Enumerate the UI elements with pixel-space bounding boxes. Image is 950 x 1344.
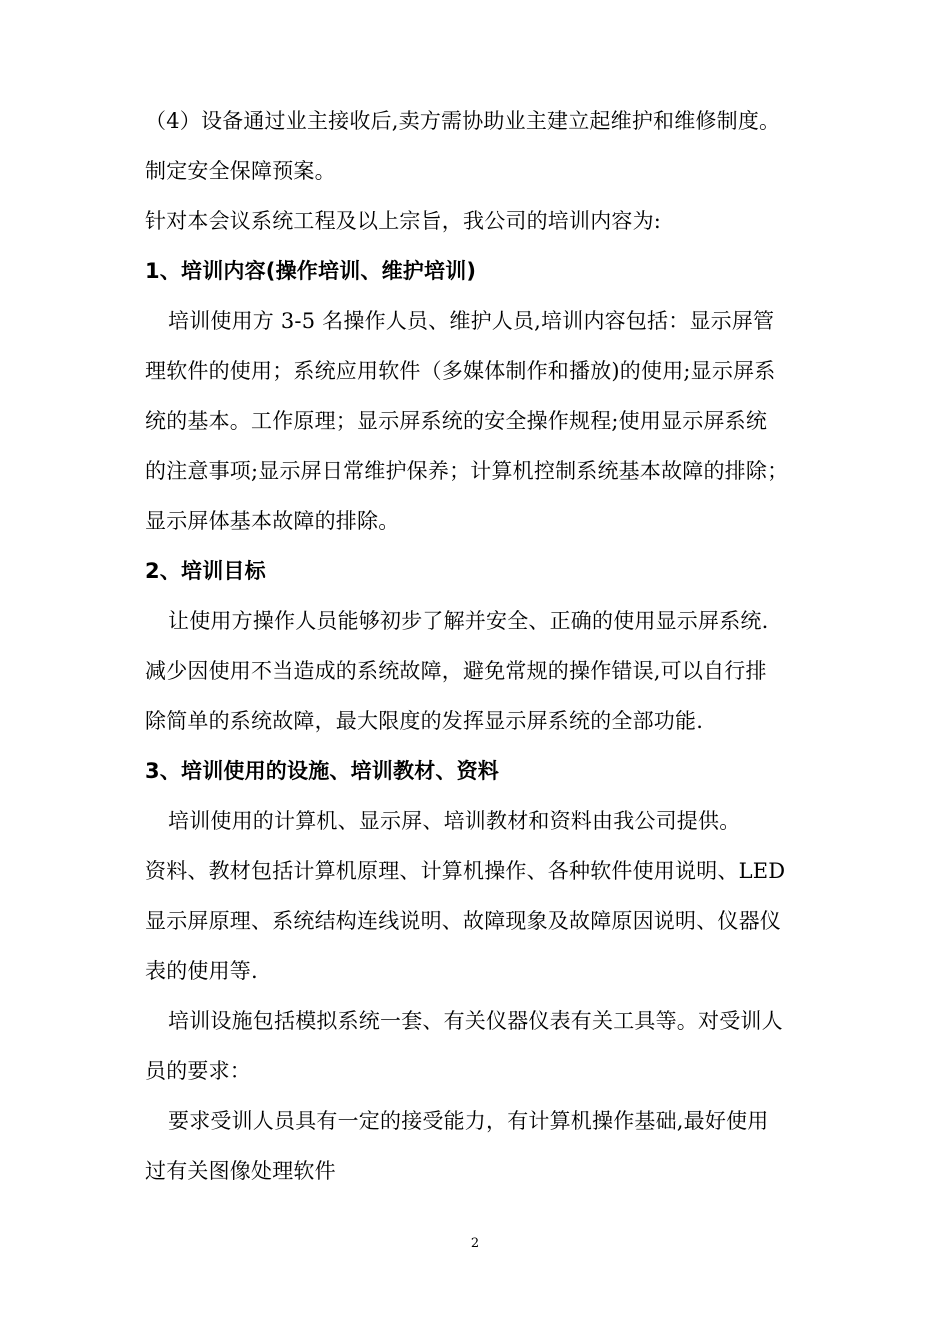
paragraph-line: 除简单的系统故障，最大限度的发挥显示屏系统的全部功能.: [145, 709, 704, 733]
paragraph-line: （4）设备通过业主接收后,卖方需协助业主建立起维护和维修制度。: [145, 109, 781, 133]
paragraph-line: 培训使用方 3-5 名操作人员、维护人员,培训内容包括：显示屏管: [168, 309, 775, 333]
section-heading-2: 2、培训目标: [145, 559, 266, 583]
paragraph-line: 制定安全保障预案。: [145, 159, 336, 183]
paragraph-line: 培训设施包括模拟系统一套、有关仪器仪表有关工具等。对受训人: [168, 1009, 783, 1033]
paragraph-line: 员的要求：: [145, 1059, 251, 1083]
section-heading-1: 1、培训内容(操作培训、维护培训): [145, 259, 477, 283]
paragraph-line: 统的基本。工作原理；显示屏系统的安全操作规程;使用显示屏系统: [145, 409, 768, 433]
paragraph-line: 培训使用的计算机、显示屏、培训教材和资料由我公司提供。: [168, 809, 741, 833]
paragraph-line: 让使用方操作人员能够初步了解并安全、正确的使用显示屏系统.: [168, 609, 769, 633]
paragraph-line: 针对本会议系统工程及以上宗旨，我公司的培训内容为:: [145, 209, 662, 233]
paragraph-line: 显示屏体基本故障的排除。: [145, 509, 400, 533]
paragraph-line: 的注意事项;显示屏日常维护保养；计算机控制系统基本故障的排除；: [145, 459, 789, 483]
paragraph-line: 减少因使用不当造成的系统故障，避免常规的操作错误,可以自行排: [145, 659, 767, 683]
page-number: 2: [470, 1236, 480, 1251]
section-heading-3: 3、培训使用的设施、培训教材、资料: [145, 759, 500, 783]
paragraph-line: 资料、教材包括计算机原理、计算机操作、各种软件使用说明、LED: [145, 859, 786, 883]
paragraph-line: 要求受训人员具有一定的接受能力，有计算机操作基础,最好使用: [168, 1109, 769, 1133]
paragraph-line: 过有关图像处理软件: [145, 1159, 336, 1183]
paragraph-line: 理软件的使用；系统应用软件（多媒体制作和播放)的使用;显示屏系: [145, 359, 776, 383]
paragraph-line: 表的使用等.: [145, 959, 258, 983]
paragraph-line: 显示屏原理、系统结构连线说明、故障现象及故障原因说明、仪器仪: [145, 909, 781, 933]
